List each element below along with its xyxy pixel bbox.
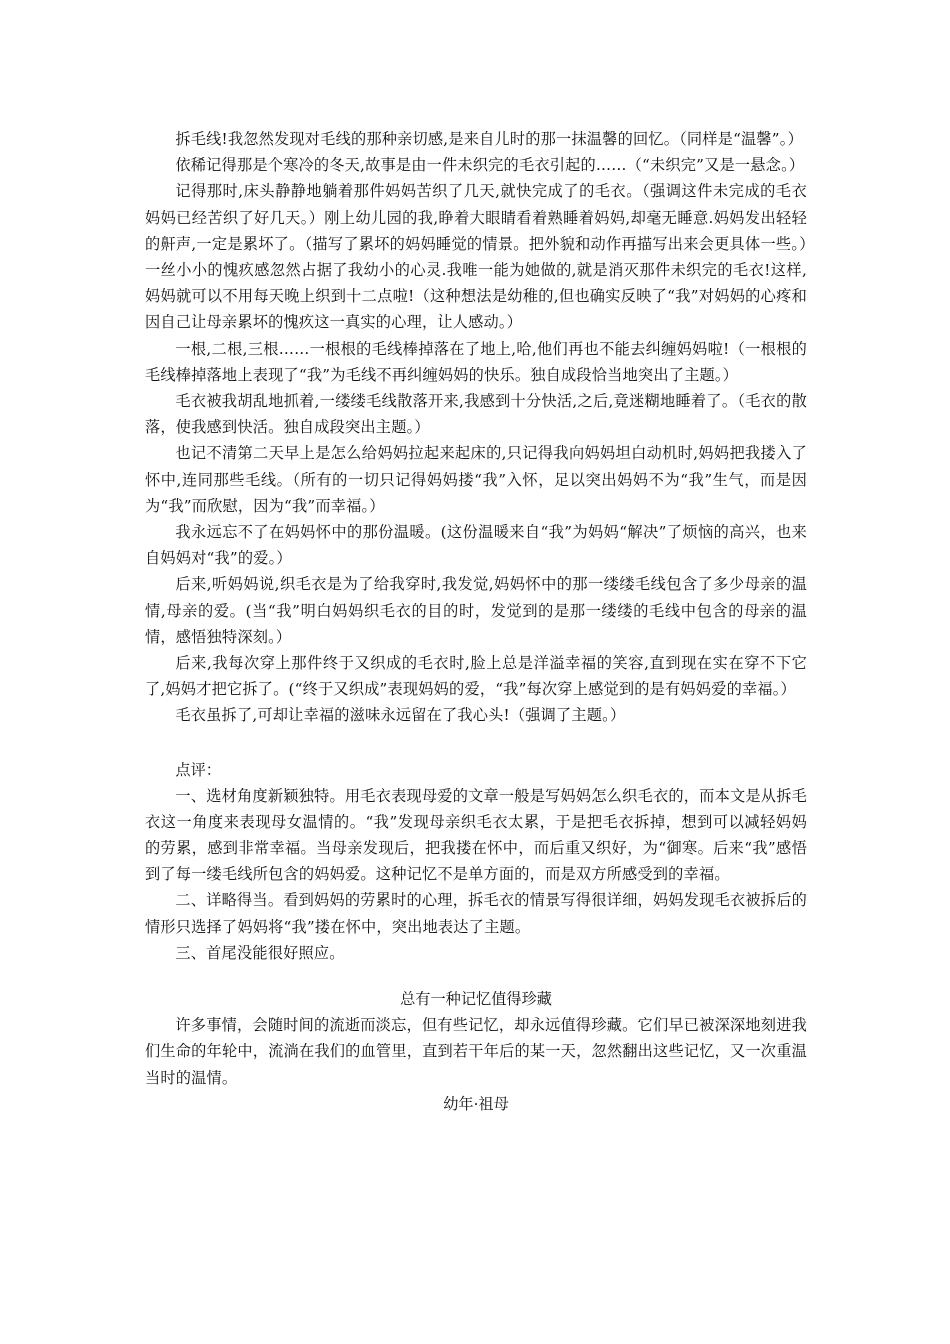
essay-paragraph: 也记不清第二天早上是怎么给妈妈拉起来起床的,只记得我向妈妈坦白动机时,妈妈把我搂入了怀中,连同那些毛线。（所有的一切只记得妈妈搂“我”入怀，足以突出妈妈不为“我”生气，而是因为“我”而欣慰，因为“我”而幸福。）: [145, 444, 807, 515]
essay-paragraph: 毛衣虽拆了,可却让幸福的滋味永远留在了我心头!（强调了主题。）: [175, 706, 626, 725]
essay-intro: 许多事情，会随时间的流逝而淡忘，但有些记忆，却永远值得珍藏。它们早已被深深地刻进我们生命的年轮中，流淌在我们的血管里，直到若干年后的某一天，忽然翻出这些记忆，又一次重温当时的温情。: [145, 1016, 807, 1087]
review-point: 一、选材角度新颖独特。用毛衣表现母爱的文章一般是写妈妈怎么织毛衣的，而本文是从拆毛衣这一角度来表现母女温情的。“我”发现母亲织毛衣太累，于是把毛衣拆掉，想到可以减轻妈妈的劳累，感到非常幸福。当母亲发现后，把我搂在怀中，而后重又织好，为“御寒。后来“我”感悟到了每一缕毛线所包含的妈妈爱。这种记忆不是单方面的，而是双方所感受到的幸福。: [145, 786, 807, 884]
essay-paragraph: 后来,我每次穿上那件终于又织成的毛衣时,脸上总是洋溢幸福的笑容,直到现在实在穿不下它了,妈妈才把它拆了。(“终于又织成”表现妈妈的爱，“我”每次穿上感觉到的是有妈妈爱的幸福。）: [145, 654, 807, 699]
section-spacer: [145, 729, 807, 757]
essay-paragraph: 毛衣被我胡乱地抓着,一缕缕毛线散落开来,我感到十分快活,之后,竟迷糊地睡着了。（毛衣的散落，使我感到快活。独自成段突出主题。）: [145, 392, 807, 437]
essay-paragraph: 我永远忘不了在妈妈怀中的那份温暖。(这份温暖来自“我”为妈妈“解决”了烦恼的高兴，也来自妈妈对“我”的爱。）: [145, 523, 807, 568]
page-content: [145, 126, 807, 1117]
essay-paragraph: 记得那时,床头静静地躺着那件妈妈苦织了几天,就快完成了的毛衣。（强调这件未完成的毛衣妈妈已经苦织了好几天。）刚上幼儿园的我,睁着大眼睛看着熟睡着妈妈,却毫无睡意.妈妈发出轻轻的鼾声,一定是累坏了。（描写了累坏的妈妈睡觉的情景。把外貌和动作再描写出来会更具体一些。）一丝小小的愧疚感忽然占据了我幼小的心灵.我唯一能为她做的,就是消灭那件未织完的毛衣!这样,妈妈就可以不用每天晚上织到十二点啦!（这种想法是幼稚的,但也确实反映了“我”对妈妈的心疼和因自己让母亲累坏的愧疚这一真实的心理，让人感动。）: [145, 182, 807, 332]
essay-paragraph: 后来,听妈妈说,织毛衣是为了给我穿时,我发觉,妈妈怀中的那一缕缕毛线包含了多少母亲的温情,母亲的爱。(当“我”明白妈妈织毛衣的目的时，发觉到的是那一缕缕的毛线中包含的母亲的温情，感悟独特深刻。）: [145, 575, 807, 646]
section-spacer: [145, 966, 807, 986]
review-point: 二、详略得当。看到妈妈的劳累时的心理，拆毛衣的情景写得很详细，妈妈发现毛衣被拆后的情形只选择了妈妈将“我”搂在怀中，突出地表达了主题。: [145, 891, 807, 936]
review-label: 点评：: [175, 760, 221, 779]
essay-title: 总有一种记忆值得珍藏: [400, 990, 552, 1009]
essay-paragraph: 一根,二根,三根……一根根的毛线棒掉落在了地上,哈,他们再也不能去纠缠妈妈啦!（一根根的毛线棒掉落地上表现了“我”为毛线不再纠缠妈妈的快乐。独自成段恰当地突出了主题。）: [145, 339, 807, 384]
essay-paragraph: 依稀记得那是个寒冷的冬天,故事是由一件未织完的毛衣引起的……（“未织完”又是一悬念。）: [175, 156, 805, 175]
essay-paragraph: 拆毛线!我忽然发现对毛线的那种亲切感,是来自儿时的那一抹温馨的回忆。（同样是“温馨”。）: [175, 130, 803, 148]
section-subheading: 幼年·祖母: [443, 1094, 509, 1113]
review-point: 三、首尾没能很好照应。: [175, 943, 345, 962]
